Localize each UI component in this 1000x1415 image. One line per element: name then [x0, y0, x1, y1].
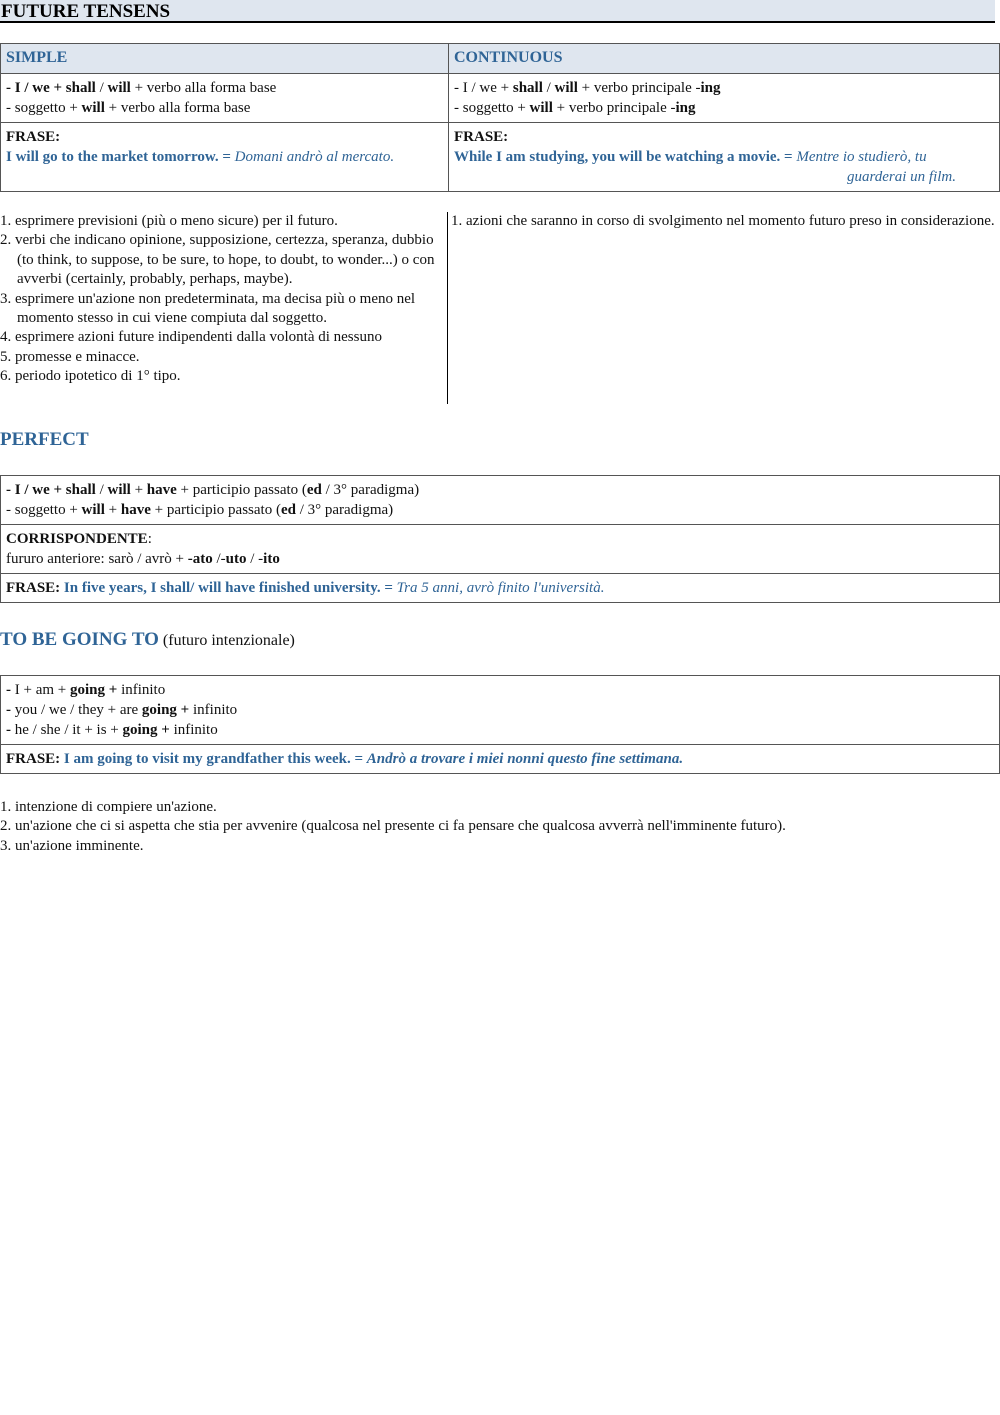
page-title: FUTURE TENSENS: [1, 1, 171, 22]
perfect-frase-it: Tra 5 anni, avrò finito l'università.: [396, 580, 605, 596]
list-item: 3. un'azione imminente.: [0, 837, 144, 854]
list-item: 1. esprimere previsioni (più o meno sicure) per il futuro.: [0, 213, 338, 229]
simple-rule-1: - I / we + shall / will + verbo alla forma base: [6, 80, 277, 96]
going-to-table: [0, 675, 1000, 774]
list-item: 2. un'azione che ci si aspetta che stia per avvenire (qualcosa nel presente ci fa pensare che qualcosa avverrà nell'imminente futuro).: [0, 818, 786, 835]
simple-uses: [0, 212, 442, 387]
page-title-bar: [0, 0, 995, 23]
list-item: 1. azioni che saranno in corso di svolgimento nel momento futuro preso in considerazione.: [451, 213, 995, 229]
continuous-rules: [449, 74, 1000, 123]
column-divider: [447, 212, 448, 404]
simple-frase-en: I will go to the market tomorrow. =: [6, 149, 235, 165]
continuous-frase-en: While I am studying, you will be watching a movie. =: [454, 149, 797, 165]
continuous-rule-1: - I / we + shall / will + verbo principale -ing: [454, 80, 721, 96]
going-to-rule-2: - you / we / they + are going + infinito: [6, 702, 238, 718]
simple-frase-label: FRASE:: [6, 129, 61, 145]
continuous-example: [449, 123, 1000, 192]
perfect-example: [1, 574, 1000, 603]
perfect-table: [0, 475, 1000, 603]
perfect-rules: [1, 476, 1000, 525]
going-to-rule-3: - he / she / it + is + going + infinito: [6, 722, 218, 738]
perfect-title: PERFECT: [0, 429, 89, 450]
list-item: 5. promesse e minacce.: [0, 348, 140, 365]
continuous-frase-it-1: Mentre io studierò, tu: [796, 149, 927, 165]
continuous-uses: [451, 212, 996, 231]
list-item: 1. intenzione di compiere un'azione.: [0, 799, 217, 815]
simple-header: SIMPLE: [1, 44, 449, 74]
continuous-header: CONTINUOUS: [449, 44, 1000, 74]
going-to-frase-it: Andrò a trovare i miei nonni questo fine settimana.: [366, 751, 684, 767]
list-item: 6. periodo ipotetico di 1° tipo.: [0, 368, 181, 385]
list-item: 4. esprimere azioni future indipendenti dalla volontà di nessuno: [0, 329, 382, 346]
simple-rules: [1, 74, 449, 123]
perfect-frase-label: FRASE:: [6, 580, 64, 596]
perfect-frase-en: In five years, I shall/ will have finished university. =: [63, 580, 397, 596]
perfect-correspondence: CORRISPONDENTE: fururo anteriore: sarò / avrò + -ato /-uto / -ito: [1, 525, 1000, 574]
going-to-frase-en: I am going to visit my grandfather this week. =: [63, 751, 367, 767]
perfect-rule-2: - soggetto + will + have + participio passato (ed / 3° paradigma): [6, 502, 394, 518]
perfect-rule-1: - I / we + shall / will + have + participio passato (ed / 3° paradigma): [6, 482, 420, 498]
simple-rule-2: - soggetto + will + verbo alla forma base: [6, 100, 251, 116]
list-item: 3. esprimere un'azione non predeterminata, ma decisa più o meno nel momento stesso in cui viene compiuta dal soggetto.: [0, 290, 416, 327]
continuous-frase-label: FRASE:: [454, 129, 509, 145]
simple-example: [1, 123, 449, 192]
continuous-frase-it-2: guarderai un film.: [846, 169, 956, 185]
simple-frase-it: Domani andrò al mercato.: [234, 149, 395, 165]
going-to-rules: [1, 676, 1000, 745]
going-to-frase-label: FRASE:: [6, 751, 64, 767]
continuous-rule-2: - soggetto + will + verbo principale -ing: [454, 100, 696, 116]
corr-label: CORRISPONDENTE: [6, 531, 148, 547]
going-to-rule-1: - I + am + going + infinito: [6, 682, 166, 698]
going-to-example: [1, 745, 1000, 774]
going-to-subtitle: (futuro intenzionale): [158, 632, 295, 649]
simple-continuous-table: [0, 43, 1000, 192]
list-item: 2. verbi che indicano opinione, supposizione, certezza, speranza, dubbio (to think, to suppose, to be sure, to hope, to doubt, to wonder...) o con avverbi (certainly, probably, perhaps, maybe).: [0, 232, 435, 288]
going-to-uses: [0, 798, 996, 856]
going-to-title: TO BE GOING TO (futuro intenzionale): [0, 629, 295, 650]
